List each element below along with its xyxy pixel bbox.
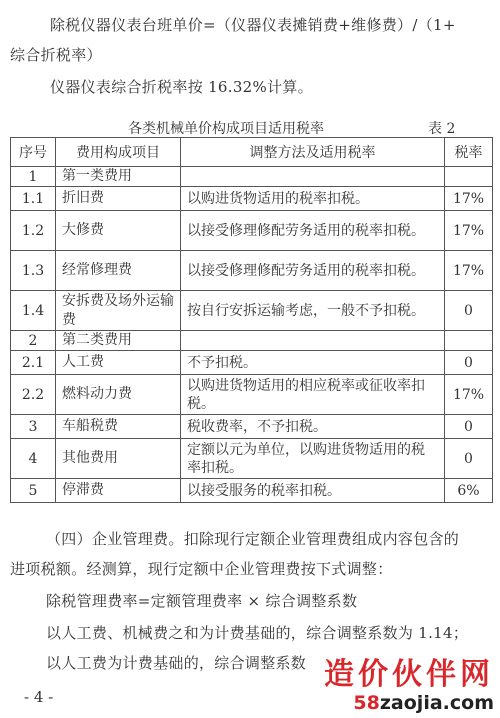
row-item: 安拆费及场外运输费 <box>56 291 181 331</box>
table-row <box>11 187 493 211</box>
table-row <box>11 251 493 291</box>
row-method: 税收费率，不予扣税。 <box>181 415 445 439</box>
row-rate: 0 <box>445 415 493 439</box>
site-watermark <box>324 658 494 714</box>
header-method: 调整方法及适用税率 <box>181 138 445 167</box>
row-rate: 17% <box>445 187 493 211</box>
row-method: 以购进货物适用的税率扣税。 <box>181 187 445 211</box>
row-no: 1.4 <box>11 291 56 331</box>
table-row <box>11 167 493 187</box>
row-item: 车船税费 <box>56 415 181 439</box>
row-method: 按自行安拆运输考虑，一般不予扣税。 <box>181 291 445 331</box>
row-no: 1.1 <box>11 187 56 211</box>
table-header-row <box>11 138 493 167</box>
formula-line-2: 综合折税率） <box>10 46 102 64</box>
row-rate <box>445 331 493 351</box>
row-method: 不予扣税。 <box>181 351 445 375</box>
row-no: 1 <box>11 167 56 187</box>
row-item: 人工费 <box>56 351 181 375</box>
watermark-url <box>324 692 494 714</box>
row-item: 第一类费用 <box>56 167 181 187</box>
row-method: 以接受修理修配劳务适用的税率扣税。 <box>181 251 445 291</box>
row-method: 定额以元为单位，以购进货物适用的税率扣税。 <box>181 439 445 479</box>
management-fee-formula: 除税管理费率=定额管理费率 × 综合调整系数 <box>46 592 358 610</box>
table-row <box>11 415 493 439</box>
row-method <box>181 167 445 187</box>
row-rate: 0 <box>445 351 493 375</box>
watermark-url-prefix: 58 <box>353 692 380 714</box>
row-rate: 0 <box>445 439 493 479</box>
row-item: 其他费用 <box>56 439 181 479</box>
watermark-url-rest: zaojia.com <box>379 692 494 714</box>
adjustment-case-2: 以人工费为计费基础的，综合调整系数 <box>46 654 307 672</box>
table-title: 各类机械单价构成项目适用税率 <box>128 121 324 137</box>
row-rate: 0 <box>445 291 493 331</box>
row-no: 2 <box>11 331 56 351</box>
row-rate: 17% <box>445 251 493 291</box>
row-rate: 6% <box>445 479 493 503</box>
table-row <box>11 351 493 375</box>
row-no: 1.3 <box>11 251 56 291</box>
header-item: 费用构成项目 <box>56 138 181 167</box>
rate-note: 仪器仪表综合折税率按 16.32%计算。 <box>50 78 313 96</box>
row-item: 折旧费 <box>56 187 181 211</box>
row-item: 大修费 <box>56 211 181 251</box>
table-number: 表 2 <box>428 121 456 137</box>
row-method: 以购进货物适用的相应税率或征收率扣税。 <box>181 375 445 415</box>
row-method: 以接受服务的税率扣税。 <box>181 479 445 503</box>
row-no: 5 <box>11 479 56 503</box>
page-number: - 4 - <box>24 688 54 706</box>
row-rate: 17% <box>445 375 493 415</box>
table-row <box>11 291 493 331</box>
row-method <box>181 331 445 351</box>
row-rate: 17% <box>445 211 493 251</box>
row-no: 2.2 <box>11 375 56 415</box>
row-method: 以接受修理修配劳务适用的税率扣税。 <box>181 211 445 251</box>
table-row <box>11 211 493 251</box>
row-item: 第二类费用 <box>56 331 181 351</box>
table-row <box>11 375 493 415</box>
watermark-title: 造价伙伴网 <box>324 657 494 692</box>
adjustment-case-1: 以人工费、机械费之和为计费基础的，综合调整系数为 1.14； <box>46 624 469 642</box>
row-no: 3 <box>11 415 56 439</box>
row-no: 1.2 <box>11 211 56 251</box>
tax-rate-table <box>10 137 493 503</box>
table-row <box>11 479 493 503</box>
row-item: 经常修理费 <box>56 251 181 291</box>
row-no: 4 <box>11 439 56 479</box>
paragraph-line-2: 进项税额。经测算，现行定额中企业管理费按下式调整： <box>10 560 393 578</box>
formula-line-1: 除税仪器仪表台班单价=（仪器仪表摊销费+维修费）/（1+ <box>50 16 456 34</box>
row-item: 停滞费 <box>56 479 181 503</box>
table-row <box>11 439 493 479</box>
paragraph-line-1: （四）企业管理费。扣除现行定额企业管理费组成内容包含的 <box>46 530 460 548</box>
header-no: 序号 <box>11 138 56 167</box>
row-no: 2.1 <box>11 351 56 375</box>
table-row <box>11 331 493 351</box>
header-rate: 税率 <box>445 138 493 167</box>
row-rate <box>445 167 493 187</box>
row-item: 燃料动力费 <box>56 375 181 415</box>
